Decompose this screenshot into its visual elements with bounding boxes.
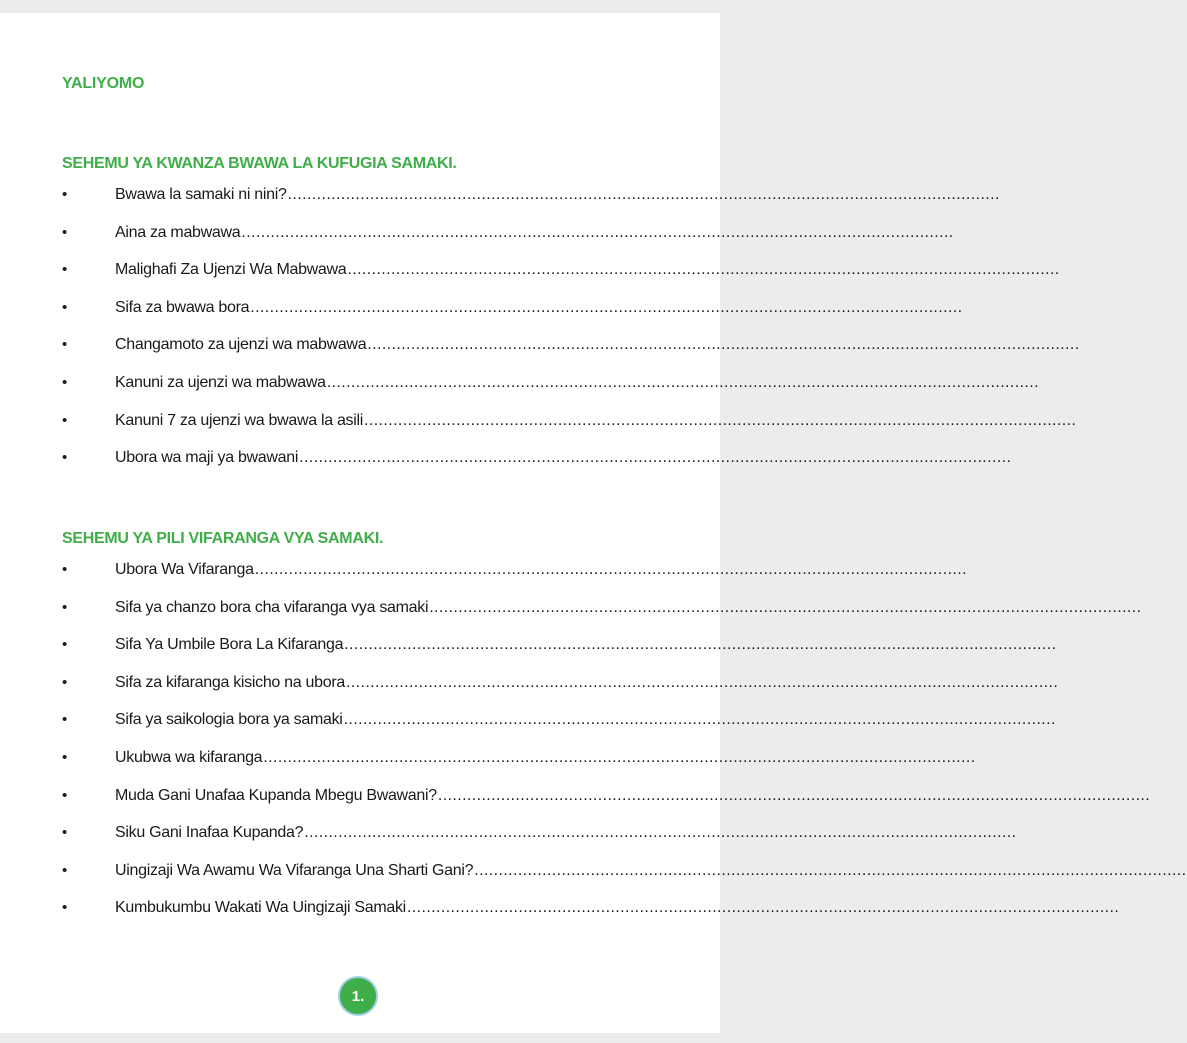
bullet-icon: • <box>62 673 68 691</box>
toc-entry <box>62 889 1120 927</box>
toc-entry-text: Ukubwa wa kifaranga <box>115 748 263 766</box>
bullet-icon: • <box>62 373 68 391</box>
contents-title: YALIYOMO <box>62 75 145 92</box>
toc-entry <box>62 289 963 327</box>
dot-leader: ................................................................................................................................................... <box>343 711 1056 729</box>
dot-leader: ................................................................................................................................................... <box>241 223 954 241</box>
toc-entry-text: Sifa Ya Umbile Bora La Kifaranga <box>115 636 344 654</box>
bullet-icon: • <box>62 786 68 804</box>
toc-entry <box>62 777 1151 815</box>
toc-entry-text: Muda Gani Unafaa Kupanda Mbegu Bwawani? <box>115 786 437 804</box>
section-heading: SEHEMU YA KWANZA BWAWA LA KUFUGIA SAMAKI. <box>62 155 457 172</box>
dot-leader: ................................................................................................................................................... <box>347 261 1060 279</box>
toc-entry <box>62 852 1187 890</box>
dot-leader: ................................................................................................................................................... <box>254 561 967 578</box>
bullet-icon: • <box>62 561 68 578</box>
bullet-icon: • <box>62 598 68 616</box>
bullet-icon: • <box>62 186 68 203</box>
dot-leader: ................................................................................................................................................... <box>299 449 1012 467</box>
bullet-icon: • <box>62 748 68 766</box>
toc-section-2 <box>62 527 1187 927</box>
toc-entry-text: Malighafi Za Ujenzi Wa Mabwawa <box>115 261 347 279</box>
toc-entry <box>62 439 1012 477</box>
bullet-icon: • <box>62 411 68 429</box>
bullet-icon: • <box>62 336 68 354</box>
toc-entry-text: Sifa za bwawa bora <box>115 298 250 316</box>
toc-entry <box>62 402 1077 440</box>
toc-list <box>62 551 1187 927</box>
toc-entry <box>62 364 1039 402</box>
toc-entry-text: Aina za mabwawa <box>115 223 241 241</box>
toc-entry-text: Ubora wa maji ya bwawani <box>115 449 299 467</box>
toc-entry <box>62 589 1142 627</box>
dot-leader: ................................................................................................................................................... <box>364 411 1077 429</box>
toc-entry <box>62 551 967 589</box>
bullet-icon: • <box>62 298 68 316</box>
page-number: 1. <box>351 987 365 1005</box>
toc-entry <box>62 251 1060 289</box>
toc-entry <box>62 664 1059 702</box>
toc-entry <box>62 701 1056 739</box>
bullet-icon: • <box>62 261 68 279</box>
toc-entry-text: Kanuni za ujenzi wa mabwawa <box>115 373 326 391</box>
toc-entry <box>62 739 976 777</box>
bullet-icon: • <box>62 899 68 917</box>
dot-leader: ................................................................................................................................................... <box>326 373 1039 391</box>
toc-entry <box>62 326 1080 364</box>
dot-leader: ................................................................................................................................................... <box>287 186 1000 203</box>
dot-leader: ................................................................................................................................................... <box>474 861 1187 879</box>
dot-leader: ................................................................................................................................................... <box>250 298 963 316</box>
bullet-icon: • <box>62 223 68 241</box>
toc-entry-text: Kanuni 7 za ujenzi wa bwawa la asili <box>115 411 364 429</box>
section-heading: SEHEMU YA PILI VIFARANGA VYA SAMAKI. <box>62 530 384 547</box>
toc-entry-text: Sifa ya saikologia bora ya samaki <box>115 711 343 729</box>
dot-leader: ................................................................................................................................................... <box>304 824 1017 842</box>
bullet-icon: • <box>62 449 68 467</box>
toc-entry <box>62 214 954 252</box>
toc-entry <box>62 176 1000 214</box>
toc-entry-text: Ubora Wa Vifaranga <box>115 561 254 578</box>
dot-leader: ................................................................................................................................................... <box>345 673 1059 691</box>
document-page <box>0 13 1187 1033</box>
toc-entry-text: Sifa ya chanzo bora cha vifaranga vya samaki <box>115 598 429 616</box>
bullet-icon: • <box>62 861 68 879</box>
toc-entry-text: Siku Gani Inafaa Kupanda? <box>115 824 304 842</box>
dot-leader: ................................................................................................................................................... <box>437 786 1151 804</box>
dot-leader: ................................................................................................................................................... <box>406 899 1120 917</box>
toc-entry-text: Bwawa la samaki ni nini? <box>115 186 287 203</box>
toc-entry-text: Uingizaji Wa Awamu Wa Vifaranga Una Sharti Gani? <box>115 861 474 879</box>
toc-entry-text: Sifa za kifaranga kisicho na ubora <box>115 673 345 691</box>
dot-leader: ................................................................................................................................................... <box>263 748 976 766</box>
toc-list <box>62 176 1080 477</box>
toc-entry <box>62 814 1017 852</box>
dot-leader: ................................................................................................................................................... <box>367 336 1080 354</box>
bullet-icon: • <box>62 711 68 729</box>
bullet-icon: • <box>62 636 68 654</box>
dot-leader: ................................................................................................................................................... <box>429 598 1142 616</box>
toc-section-1 <box>62 152 1080 477</box>
bullet-icon: • <box>62 824 68 842</box>
toc-entry <box>62 626 1057 664</box>
page-number-badge <box>338 976 378 1016</box>
toc-entry-text: Changamoto za ujenzi wa mabwawa <box>115 336 367 354</box>
dot-leader: ................................................................................................................................................... <box>344 636 1057 654</box>
toc-entry-text: Kumbukumbu Wakati Wa Uingizaji Samaki <box>115 899 406 917</box>
